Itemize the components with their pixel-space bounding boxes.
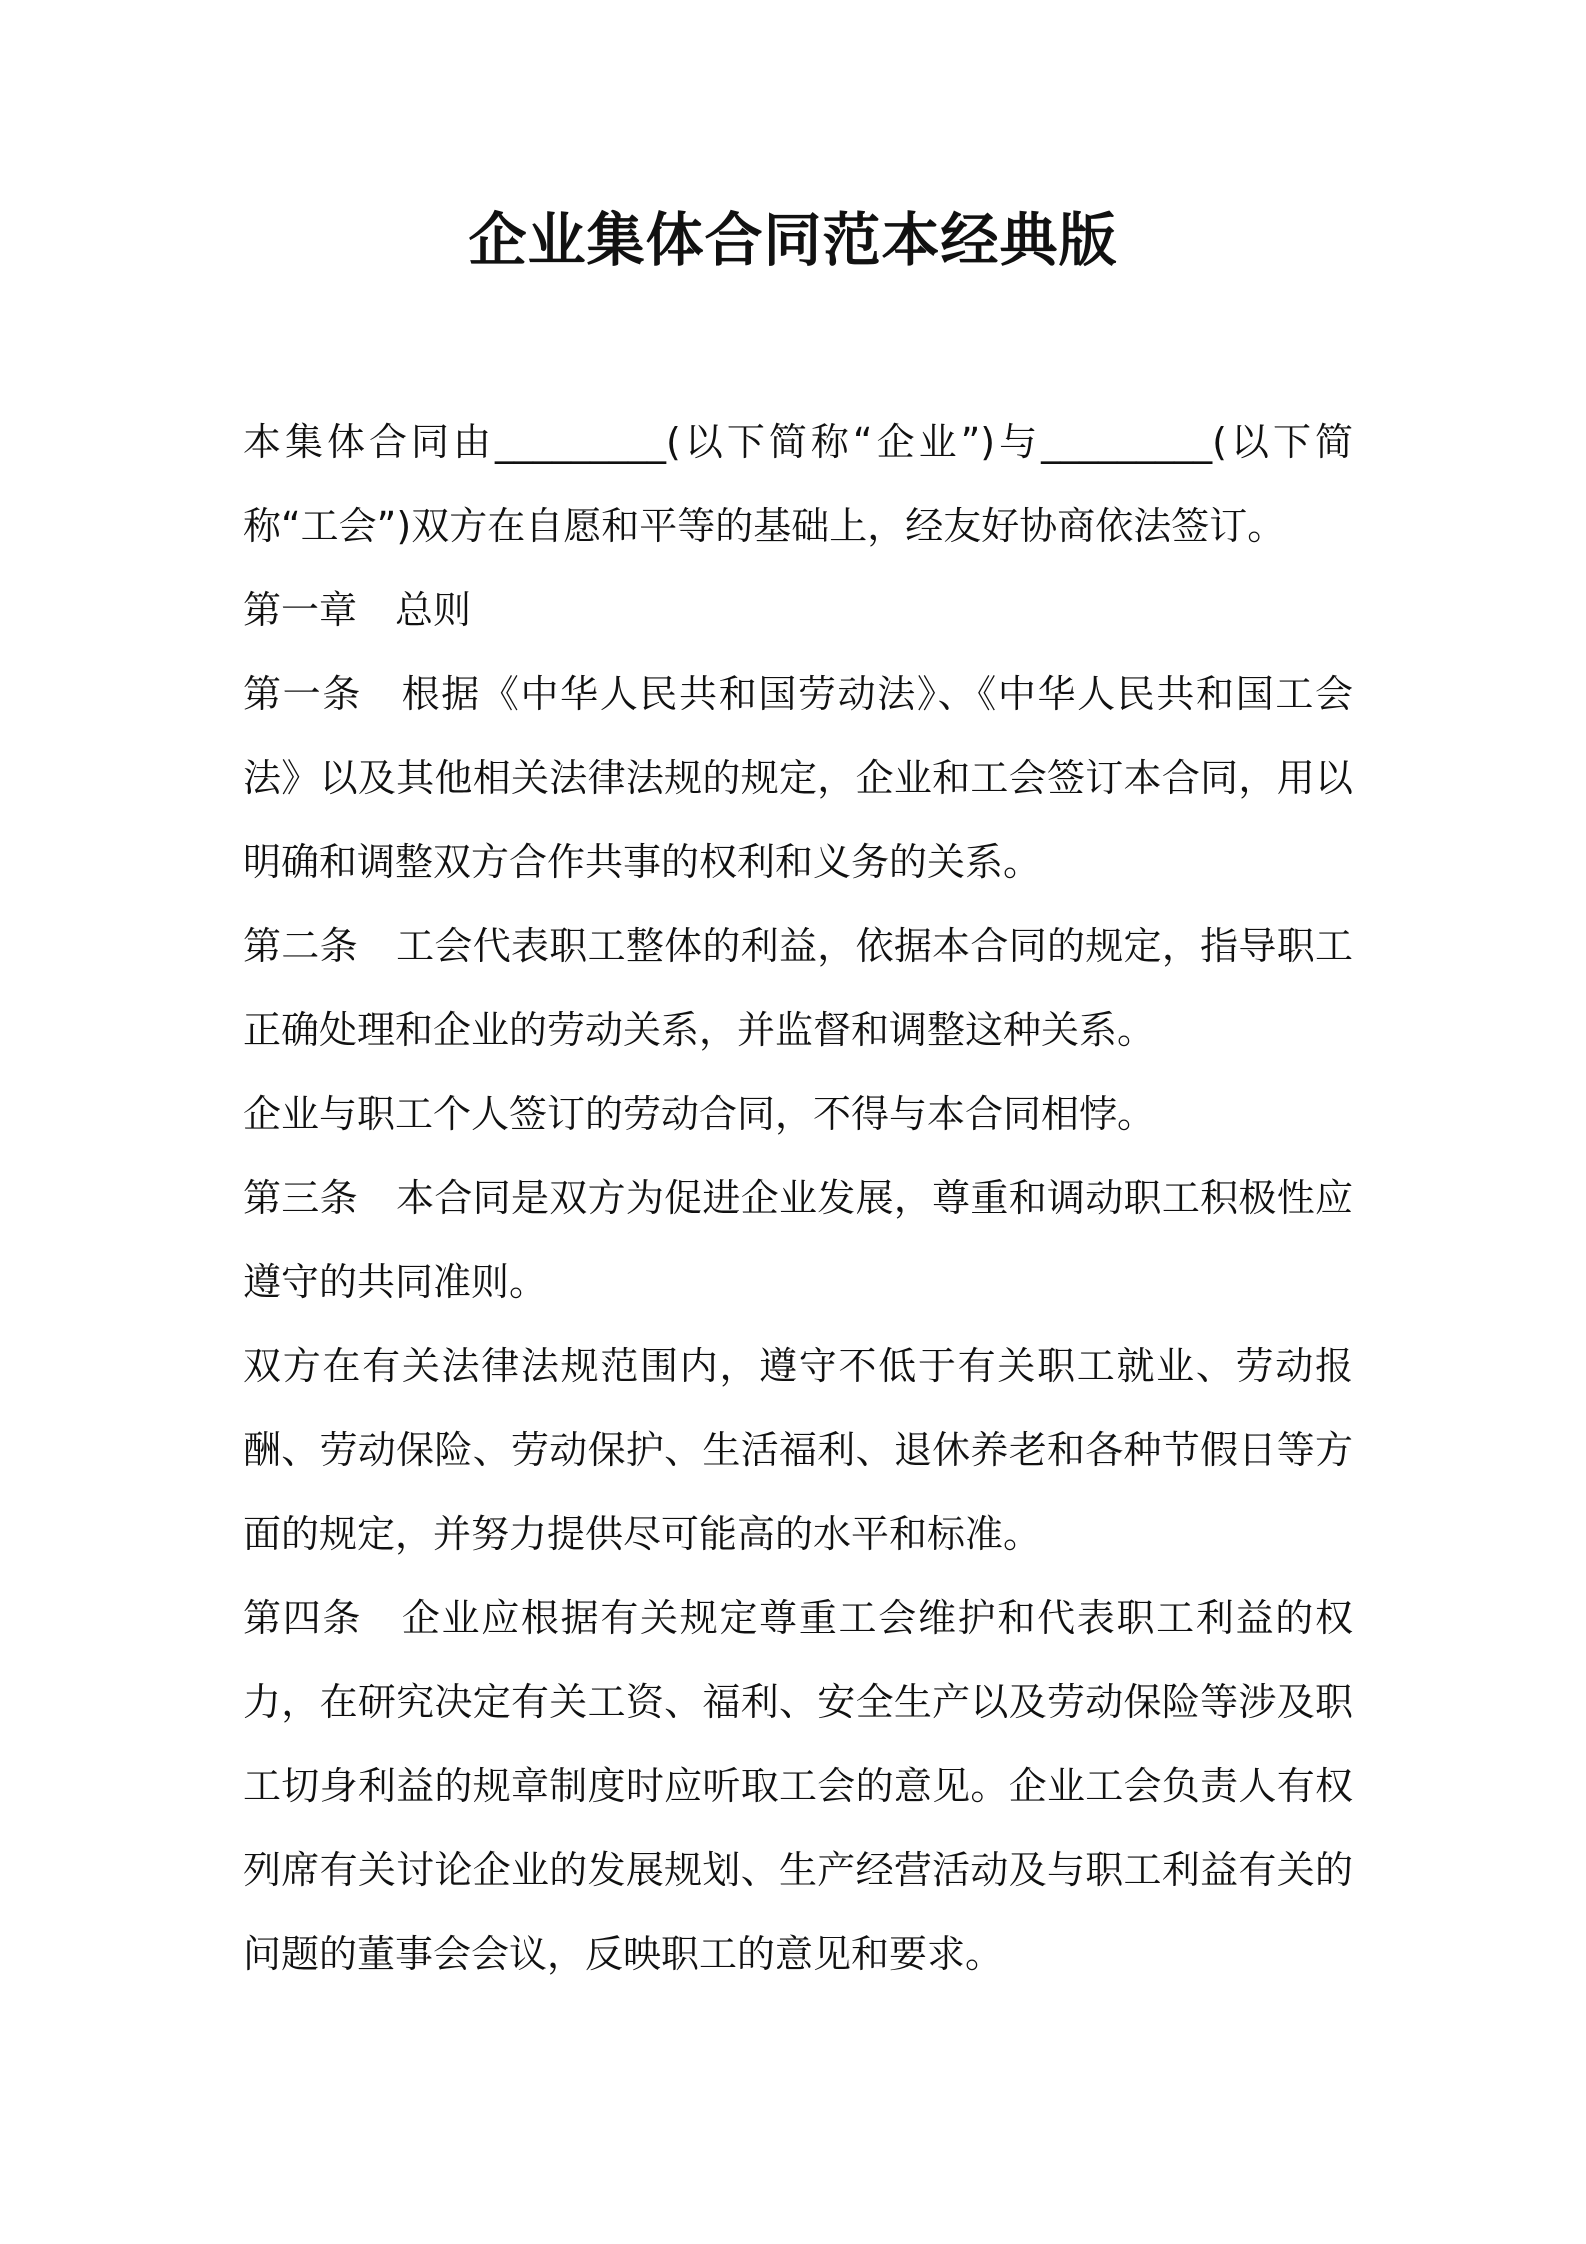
document-title: 企业集体合同范本经典版 [468,206,1118,274]
article-2-continuation-paragraph: 企业与职工个人签订的劳动合同，不得与本合同相悖。 [243,1092,1156,1136]
article-2-paragraph: 第二条 工会代表职工整体的利益，依据本合同的规定，指导职工正确处理和企业的劳动关系，并监督和调整这种关系。 [243,924,1353,1052]
chapter-heading: 第一章 总则 [243,588,472,632]
article-1-paragraph: 第一条 根据《中华人民共和国劳动法》、《中华人民共和国工会法》以及其他相关法律法规的规定，企业和工会签订本合同，用以明确和调整双方合作共事的权利和义务的关系。 [243,672,1353,884]
article-4-paragraph: 第四条 企业应根据有关规定尊重工会维护和代表职工利益的权力，在研究决定有关工资、福利、安全生产以及劳动保险等涉及职工切身利益的规章制度时应听取工会的意见。企业工会负责人有权列席有关讨论企业的发展规划、生产经营活动及与职工利益有关的问题的董事会会议，反映职工的意见和要求。 [243,1596,1353,1976]
preamble-paragraph: 本集体合同由_________(以下简称“企业”)与_________(以下简称“工会”)双方在自愿和平等的基础上，经友好协商依法签订。 [243,420,1353,548]
document-body [243,400,1353,1996]
article-3-continuation-paragraph: 双方在有关法律法规范围内，遵守不低于有关职工就业、劳动报酬、劳动保险、劳动保护、生活福利、退休养老和各种节假日等方面的规定，并努力提供尽可能高的水平和标准。 [243,1344,1353,1556]
article-3-paragraph: 第三条 本合同是双方为促进企业发展，尊重和调动职工积极性应遵守的共同准则。 [243,1176,1353,1304]
